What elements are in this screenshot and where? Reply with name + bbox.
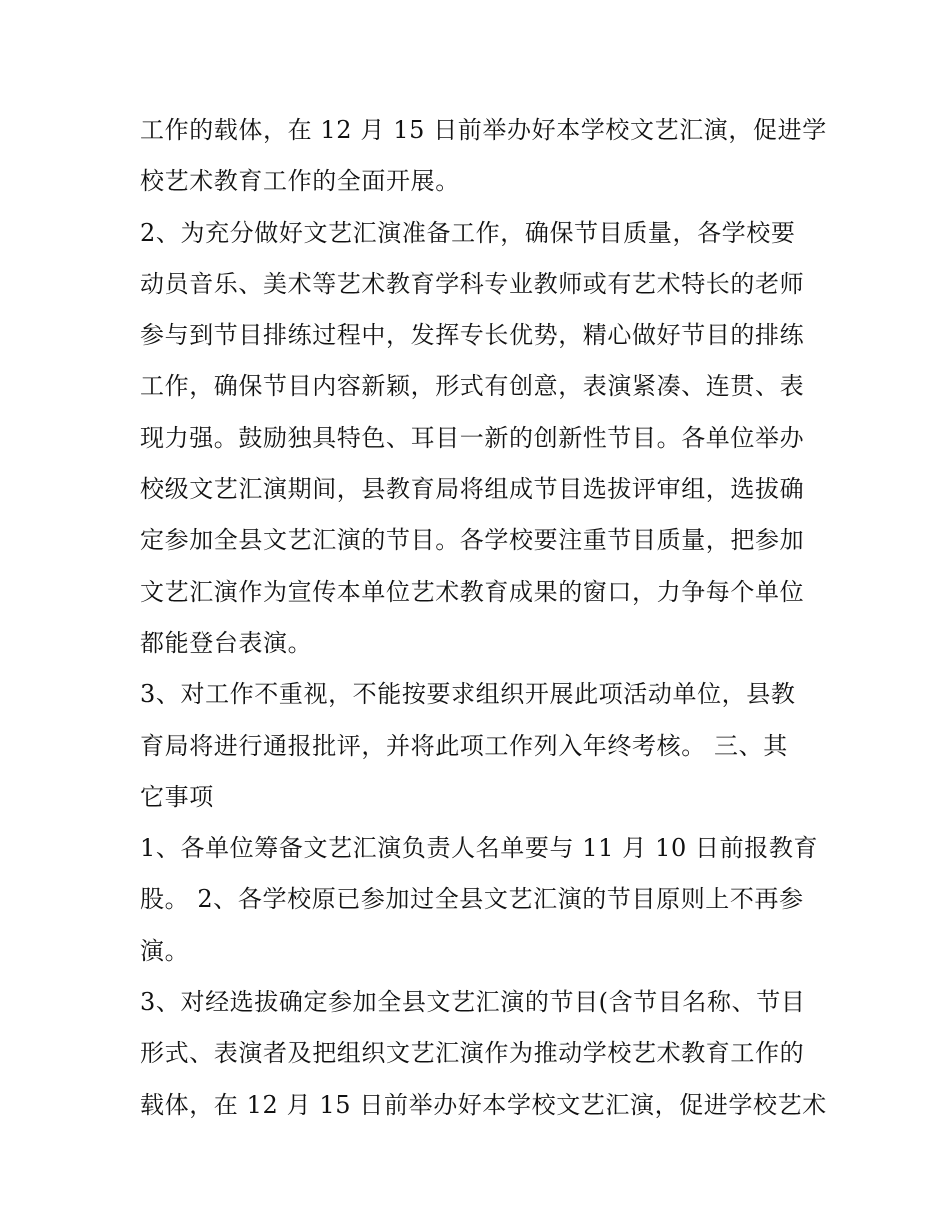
text-line: 演。 xyxy=(140,936,190,965)
text-line: 文艺汇演作为宣传本单位艺术教育成果的窗口，力争每个单位 xyxy=(140,577,805,606)
text-line: 定参加全县文艺汇演的节目。各学校要注重节目质量，把参加 xyxy=(140,526,805,555)
text-line: 3、对经选拔确定参加全县文艺汇演的节目(含节目名称、节目 xyxy=(140,988,806,1017)
text-line: 育局将进行通报批评，并将此项工作列入年终考核。 三、其 xyxy=(140,731,788,760)
text-line: 2、为充分做好文艺汇演准备工作，确保节目质量，各学校要 xyxy=(140,218,796,247)
document-body xyxy=(140,108,830,1134)
text-line: 股。 2、各学校原已参加过全县文艺汇演的节目原则上不再参 xyxy=(140,885,804,914)
text-line: 参与到节目排练过程中，发挥专长优势，精心做好节目的排练 xyxy=(140,321,805,350)
text-line: 工作的载体，在 12 月 15 日前举办好本学校文艺汇演，促进学 xyxy=(140,116,827,144)
text-line: 形式、表演者及把组织文艺汇演作为推动学校艺术教育工作的 xyxy=(140,1039,805,1068)
text-line: 校级文艺汇演期间，县教育局将组成节目选拔评审组，选拔确 xyxy=(140,475,805,504)
text-line: 3、对工作不重视，不能按要求组织开展此项活动单位，县教 xyxy=(140,680,796,709)
text-line: 1、各单位筹备文艺汇演负责人名单要与 11 月 10 日前报教育 xyxy=(140,834,819,863)
text-line: 载体，在 12 月 15 日前举办好本学校文艺汇演，促进学校艺术 xyxy=(140,1090,827,1119)
text-line: 它事项 xyxy=(140,782,214,811)
text-line: 动员音乐、美术等艺术教育学科专业教师或有艺术特长的老师 xyxy=(140,269,805,298)
text-line: 工作，确保节目内容新颖，形式有创意，表演紧凑、连贯、表 xyxy=(140,372,805,401)
text-line: 都能登台表演。 xyxy=(140,628,313,657)
text-line: 现力强。鼓励独具特色、耳目一新的创新性节目。各单位举办 xyxy=(140,423,805,452)
text-line: 校艺术教育工作的全面开展。 xyxy=(140,167,460,196)
